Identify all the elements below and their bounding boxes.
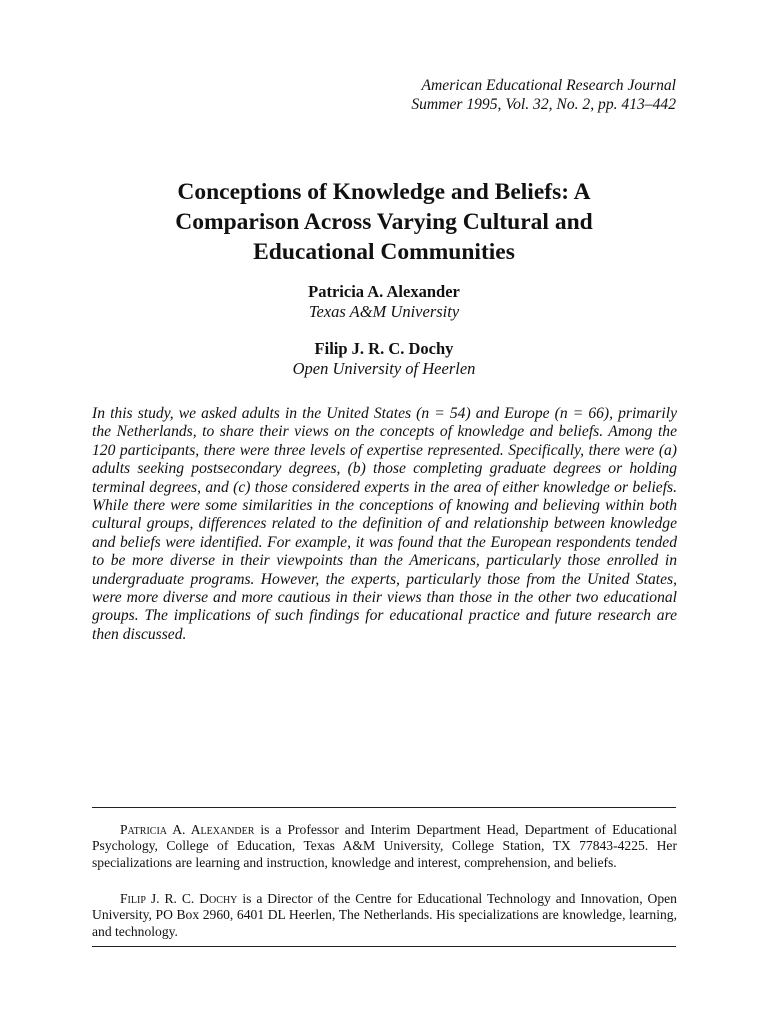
author-bio [92,891,677,940]
article-title-line: Comparison Across Varying Cultural and [175,209,593,235]
journal-issue: Summer 1995, Vol. 32, No. 2, pp. 413–442 [411,96,676,113]
author-bio [92,822,677,871]
bio-author-name: Filip J. R. C. Dochy [120,891,238,906]
author-affiliation: Open University of Heerlen [292,359,476,378]
bio-text: is a Director of the Centre for Educational Technology and Innovation, Open University, PO Box 2960, 6401 DL Heerlen, The Netherlands. His specializations are knowledge, learning, and technology. [92,891,677,939]
author-name: Patricia A. Alexander [308,282,460,301]
author-name: Filip J. R. C. Dochy [314,339,454,358]
article-title-line: Conceptions of Knowledge and Beliefs: A [177,179,591,205]
article-title-line: Educational Communities [253,239,515,265]
bio-text: is a Professor and Interim Department Head, Department of Educational Psychology, College of Education, Texas A&M University, College Station, TX 77843-4225. Her specializations are learning and instruction, knowledge and interest, comprehension, and beliefs. [92,822,677,870]
journal-header [411,76,676,114]
footnote-bottom-rule [92,946,676,947]
bio-author-name: Patricia A. Alexander [120,822,255,837]
article-title [0,177,768,267]
author-block [0,282,768,322]
abstract: In this study, we asked adults in the United States (n = 54) and Europe (n = 66), primarily the Netherlands, to share their views on the concepts of knowledge and beliefs. Among the 120 participants, there were three levels of expertise represented. Specifically, there were (a) adults seeking postsecondary degrees, (b) those completing graduate degrees or holding terminal degrees, and (c) those considered experts in the area of either knowledge or beliefs. While there were some similarities in the conceptions of knowing and believing within both cultural groups, differences related to the definition of and relationship between knowledge and beliefs were identified. For example, it was found that the European respondents tended to be more diverse in their viewpoints than the Americans, particularly those enrolled in undergraduate programs. However, the experts, particularly those from the United States, were more diverse and more cautious in their views than those in the other two educational groups. The implications of such findings for educational practice and future research are then discussed. [92,405,677,643]
author-affiliation: Texas A&M University [308,302,460,321]
author-block [0,339,768,379]
footnote-top-rule [92,807,676,808]
journal-name: American Educational Research Journal [421,77,676,94]
